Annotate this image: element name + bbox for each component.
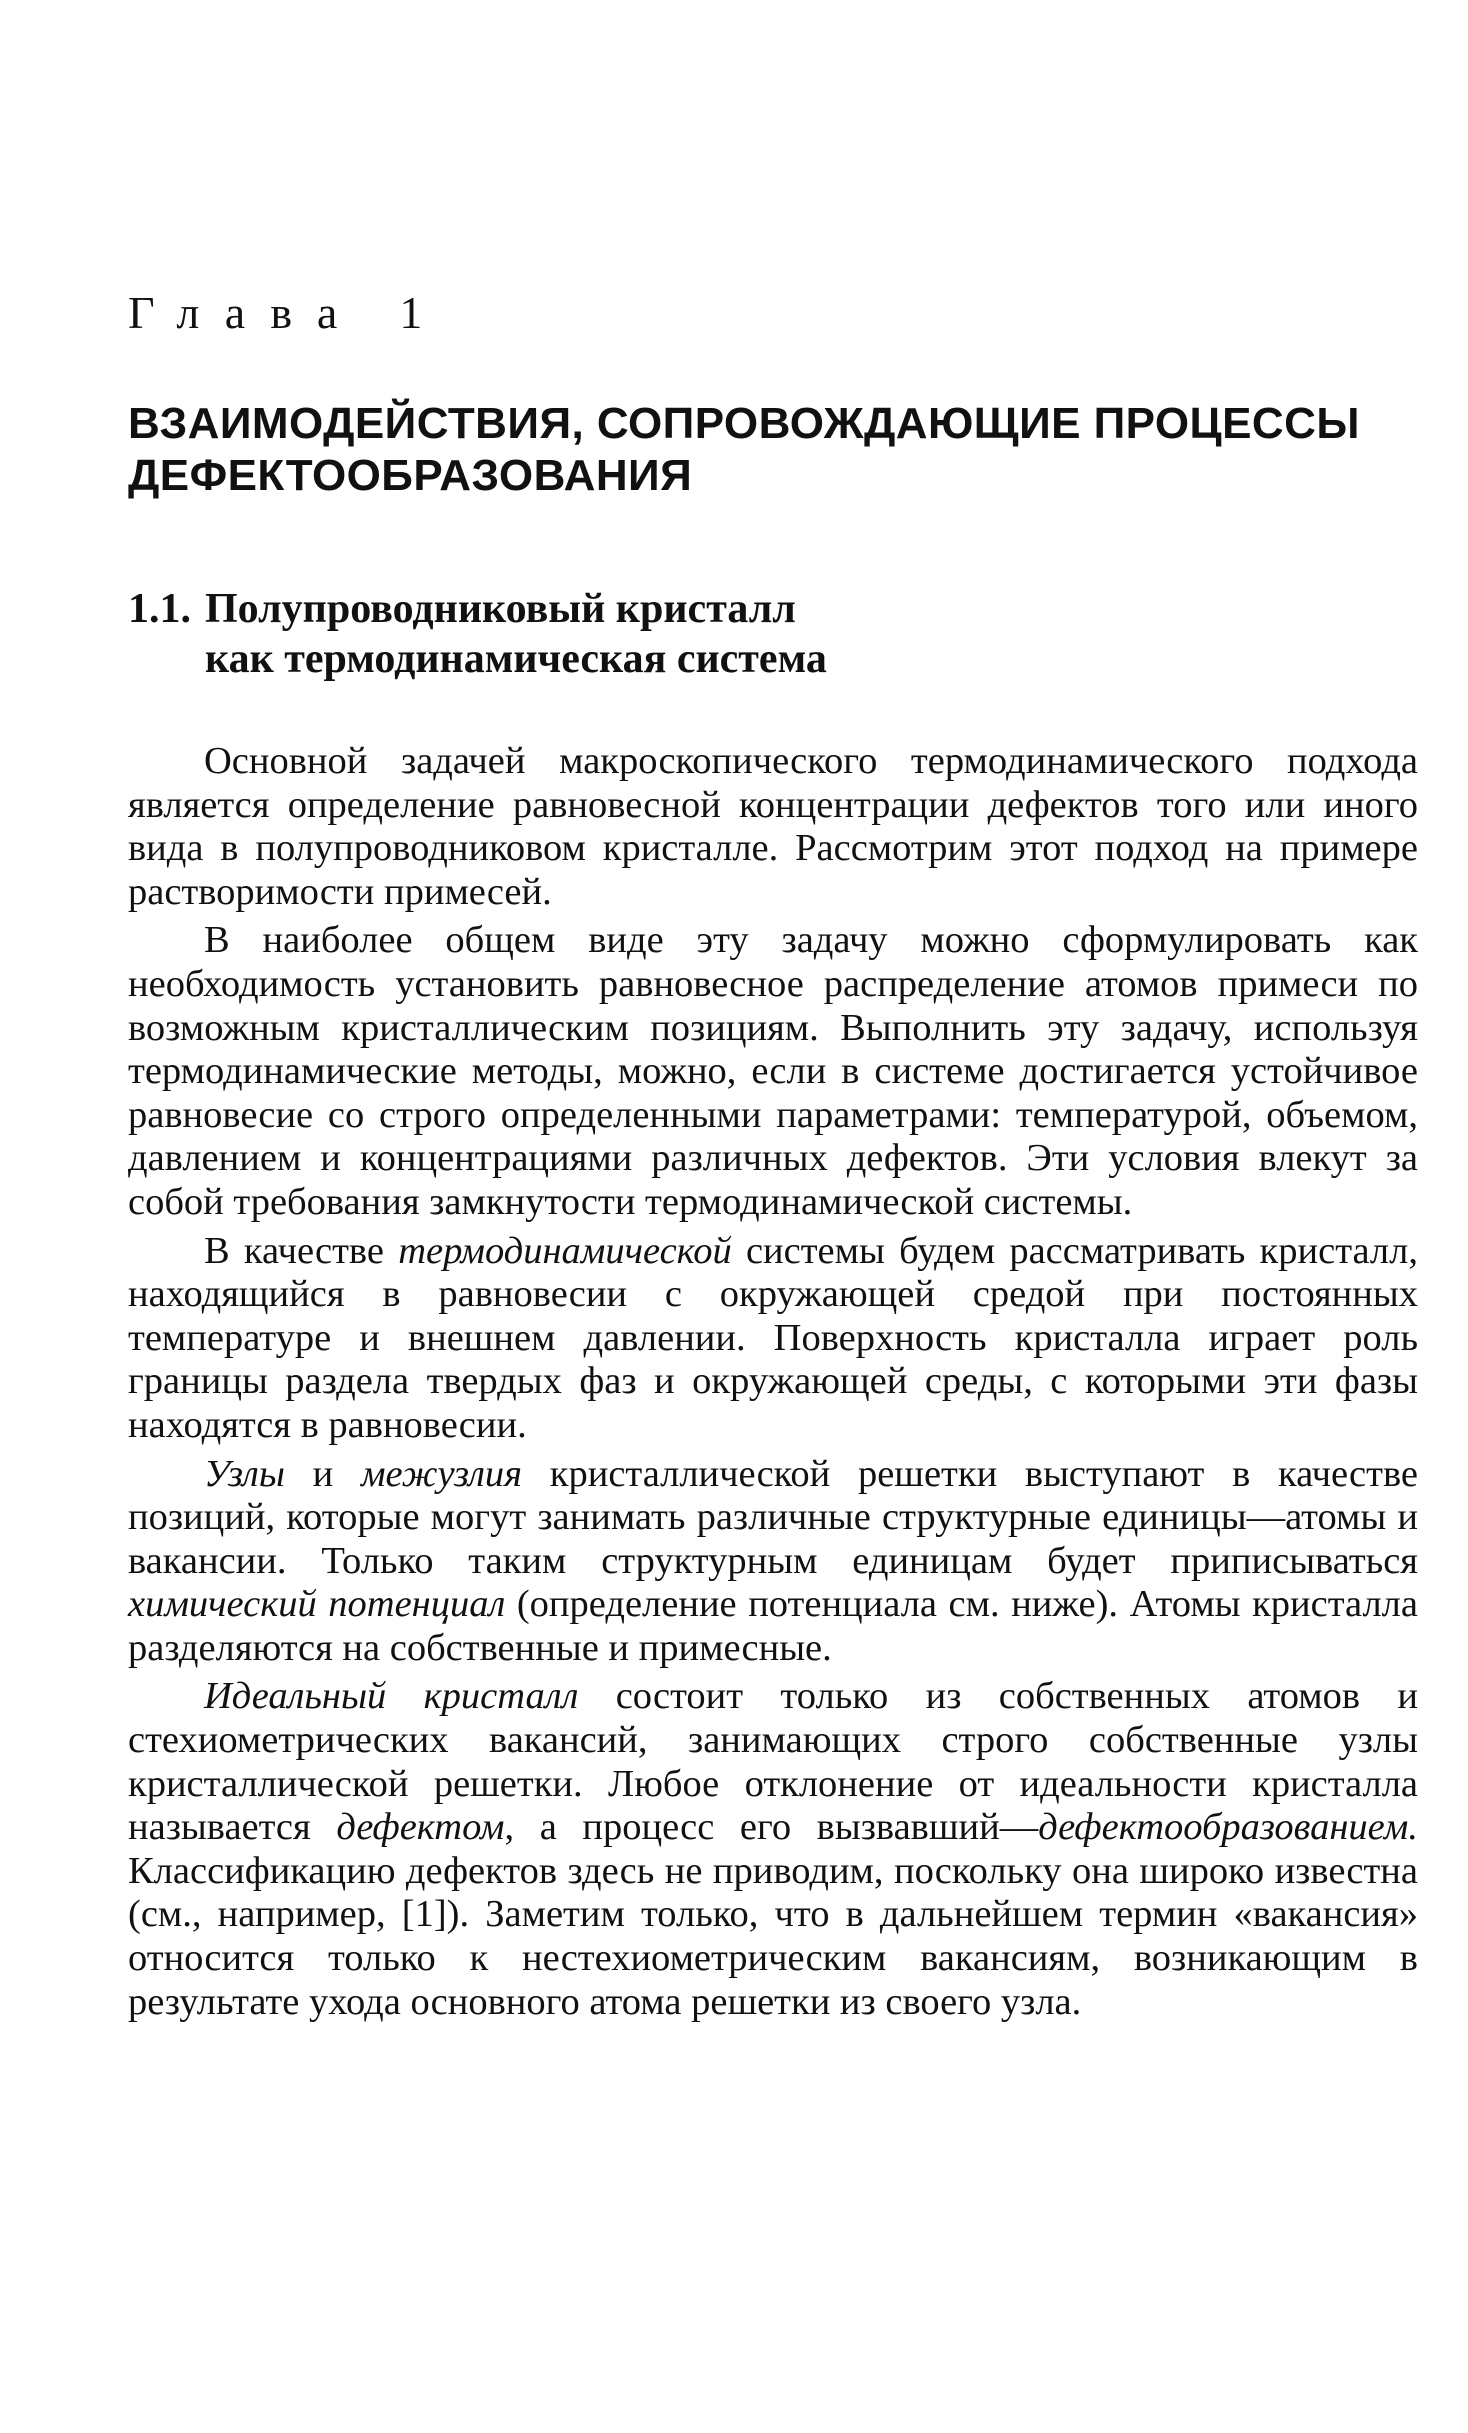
text-run: В качестве bbox=[204, 1229, 399, 1272]
italic-term: Узлы bbox=[204, 1452, 285, 1495]
text-run: и bbox=[284, 1452, 361, 1495]
text-run: , а процесс его вызвавший— bbox=[504, 1806, 1039, 1849]
text-run: В наиболее общем виде эту задачу можно сформулировать как необходимость установить равновесное распределение атомов примеси по возможным кристаллическим позициям. Выполнить эту задачу, используя термодинамические методы, можно, если в системе достигается устойчивое равновесие со строго определенными параметрами: температурой, объемом, давлением и концентрациями различных дефектов. Эти условия влекут за собой требования замкнутости термодинамической системы. bbox=[128, 919, 1418, 1223]
text-run: (определение потенциала см. ниже). Атомы кристалла разделяются на собственные и примесные. bbox=[128, 1583, 1418, 1669]
paragraph bbox=[128, 919, 1418, 1224]
section-title-line-2: как термодинамическая система bbox=[205, 636, 827, 682]
chapter-title: ВЗАИМОДЕЙСТВИЯ, СОПРОВОЖДАЮЩИЕ ПРОЦЕССЫ ДЕФЕКТООБРАЗОВАНИЯ bbox=[128, 399, 1360, 500]
book-page bbox=[128, 287, 1418, 2024]
italic-term: термодинамической bbox=[398, 1229, 732, 1272]
italic-term: дефектом bbox=[336, 1806, 505, 1849]
section-title-line-1: Полупроводниковый кристалл bbox=[205, 586, 796, 632]
italic-term: межузлия bbox=[360, 1452, 523, 1495]
italic-term: дефектообразованием. bbox=[1038, 1806, 1418, 1849]
italic-term: Идеальный кристалл bbox=[204, 1675, 579, 1718]
text-run: системы будем рассматривать кристалл, находящийся в равновесии с окружающей средой при постоянных температуре и внешнем давлении. Поверхность кристалла играет роль границы раздела твердых фаз и окружающей среды, с которыми эти фазы находятся в равновесии. bbox=[128, 1229, 1418, 1446]
italic-term: химический потенциал bbox=[128, 1583, 506, 1626]
body-text bbox=[128, 740, 1418, 2024]
paragraph bbox=[128, 1230, 1418, 1448]
section-title bbox=[205, 584, 1418, 684]
paragraph bbox=[128, 740, 1418, 914]
text-run: состоит только из собственных атомов и стехиометрических вакансий, занимающих строго собственные узлы кристаллической решетки. Любое отклонение от идеальности кристалла называется bbox=[128, 1675, 1418, 1849]
text-run: Основной задачей макроскопического термодинамического подхода является определение равновесной концентрации дефектов того или иного вида в полупроводниковом кристалле. Рассмотрим этот подход на примере растворимости примесей. bbox=[128, 740, 1418, 913]
section-heading bbox=[128, 584, 1418, 684]
chapter-label: Глава 1 bbox=[128, 287, 448, 338]
paragraph bbox=[128, 1453, 1418, 1671]
text-run: Классификацию дефектов здесь не приводим, поскольку она широко известна (см., например, [1]). Заметим только, что в дальнейшем термин «вакансия» относится только к нестехиометрическим вакансиям, возникающим в результате ухода основного атома решетки из своего узла. bbox=[128, 1849, 1418, 2023]
text-run: кристаллической решетки выступают в качестве позиций, которые могут занимать различные структурные единицы—атомы и вакансии. Только таким структурным единицам будет приписываться bbox=[128, 1452, 1418, 1582]
section-number: 1.1. bbox=[128, 586, 191, 632]
paragraph bbox=[128, 1675, 1418, 2024]
